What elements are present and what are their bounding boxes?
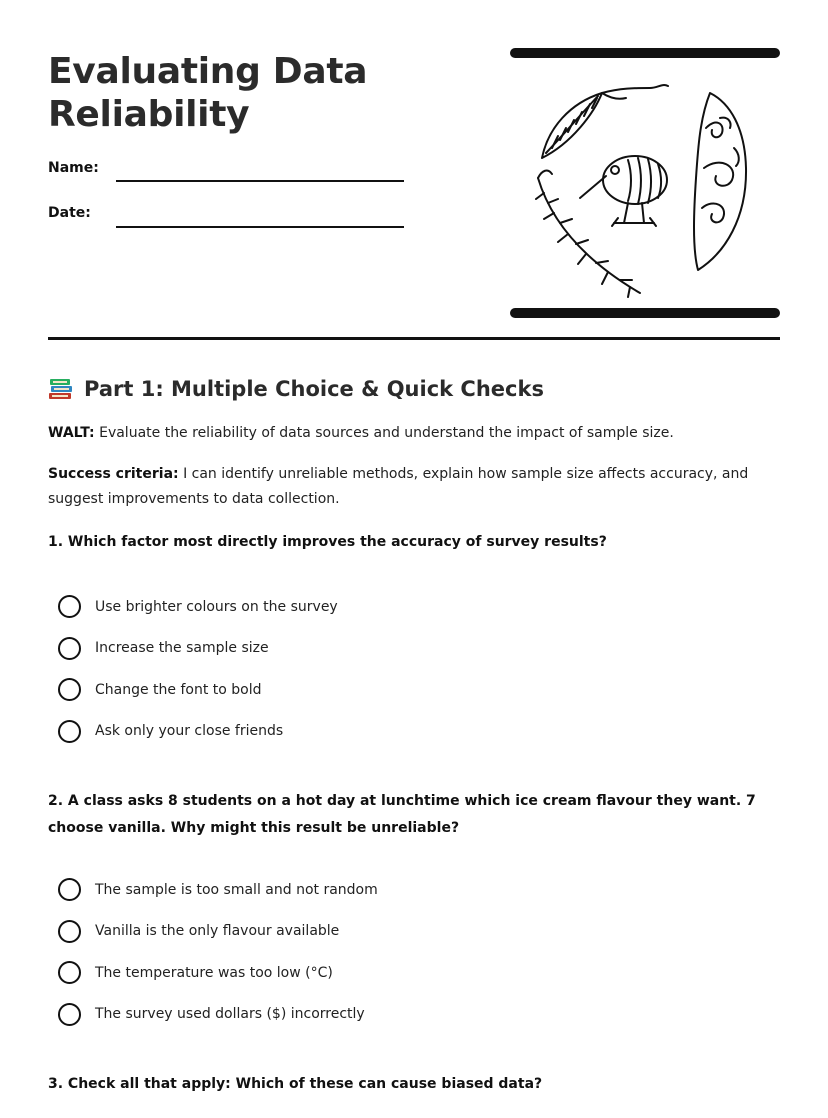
kiwi-fern-koru-illustration [510,58,780,308]
radio-button[interactable] [58,920,81,943]
books-icon [48,377,74,401]
illustration-bottom-bar [510,308,780,318]
question-2-options [58,869,378,1035]
success-criteria [48,462,788,512]
success-label: Success criteria: [48,466,179,482]
option-label: Vanilla is the only flavour available [95,923,340,940]
option-label: Use brighter colours on the survey [95,598,338,615]
q2-option-1[interactable] [58,869,378,911]
walt-text: Evaluate the reliability of data sources and understand the impact of sample size. [99,425,674,441]
section-divider [48,337,780,340]
page-title: Evaluating Data Reliability [48,51,368,135]
q1-option-3[interactable] [58,669,338,711]
option-label: Increase the sample size [95,640,269,657]
illustration-frame [510,48,780,318]
radio-button[interactable] [58,720,81,743]
question-2: 2. A class asks 8 students on a hot day at lunchtime which ice cream flavour they want. 7 choose vanilla. Why might this result be unreliable? [48,793,756,836]
option-label: Ask only your close friends [95,723,284,740]
part1-heading-text: Part 1: Multiple Choice & Quick Checks [84,377,544,401]
q2-option-4[interactable] [58,994,378,1036]
question-1-options [58,586,338,752]
radio-button[interactable] [58,961,81,984]
q1-option-4[interactable] [58,711,338,753]
question-3: 3. Check all that apply: Which of these can cause biased data? [48,1076,543,1092]
name-field[interactable] [116,180,404,182]
q1-option-1[interactable] [58,586,338,628]
walt-statement [48,421,788,446]
date-label: Date: [48,205,91,221]
radio-button[interactable] [58,637,81,660]
date-field[interactable] [116,226,404,228]
option-label: Change the font to bold [95,681,262,698]
part1-heading [48,374,544,404]
name-label: Name: [48,160,99,176]
radio-button[interactable] [58,878,81,901]
radio-button[interactable] [58,595,81,618]
q2-option-3[interactable] [58,952,378,994]
radio-button[interactable] [58,1003,81,1026]
q1-option-2[interactable] [58,628,338,670]
success-text: I can identify unreliable methods, explain how sample size affects accuracy, and suggest improvements to data collection. [48,466,749,507]
question-1: 1. Which factor most directly improves the accuracy of survey results? [48,534,607,550]
walt-label: WALT: [48,425,95,441]
illustration-top-bar [510,48,780,58]
option-label: The temperature was too low (°C) [95,964,333,981]
radio-button[interactable] [58,678,81,701]
option-label: The sample is too small and not random [95,881,378,898]
q2-option-2[interactable] [58,911,378,953]
option-label: The survey used dollars ($) incorrectly [95,1006,365,1023]
